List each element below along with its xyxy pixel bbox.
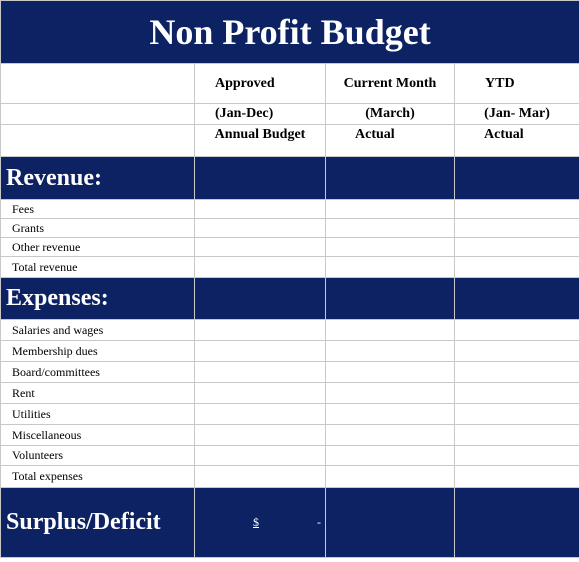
surplus-cell-ytd[interactable] bbox=[455, 488, 579, 558]
page-title: Non Profit Budget bbox=[1, 1, 579, 64]
budget-cell[interactable] bbox=[195, 404, 326, 425]
budget-cell[interactable] bbox=[455, 404, 579, 425]
expenses-cell-annual[interactable] bbox=[195, 278, 326, 320]
expense-item-misc[interactable]: Miscellaneous bbox=[1, 425, 195, 446]
budget-cell[interactable] bbox=[195, 257, 326, 278]
expenses-heading[interactable]: Expenses: bbox=[1, 278, 195, 320]
budget-cell[interactable] bbox=[455, 466, 579, 488]
expense-item-utilities[interactable]: Utilities bbox=[1, 404, 195, 425]
surplus-value: - bbox=[317, 515, 321, 529]
budget-cell[interactable] bbox=[455, 257, 579, 278]
budget-cell[interactable] bbox=[455, 320, 579, 341]
budget-cell[interactable] bbox=[326, 238, 455, 257]
budget-cell[interactable] bbox=[326, 219, 455, 238]
surplus-cell-month[interactable] bbox=[326, 488, 455, 558]
budget-cell[interactable] bbox=[326, 341, 455, 362]
budget-cell[interactable] bbox=[455, 200, 579, 219]
budget-cell[interactable] bbox=[326, 466, 455, 488]
header-actual-ytd[interactable]: Actual bbox=[455, 125, 579, 157]
expenses-cell-ytd[interactable] bbox=[455, 278, 579, 320]
budget-cell[interactable] bbox=[195, 320, 326, 341]
budget-cell[interactable] bbox=[326, 200, 455, 219]
revenue-cell-annual[interactable] bbox=[195, 157, 326, 200]
budget-cell[interactable] bbox=[326, 362, 455, 383]
expense-item-membership[interactable]: Membership dues bbox=[1, 341, 195, 362]
header-period-annual[interactable]: (Jan-Dec) bbox=[195, 104, 326, 125]
budget-cell[interactable] bbox=[455, 425, 579, 446]
header-blank-cell[interactable] bbox=[1, 64, 195, 104]
revenue-cell-ytd[interactable] bbox=[455, 157, 579, 200]
budget-cell[interactable] bbox=[455, 362, 579, 383]
expense-item-salaries[interactable]: Salaries and wages bbox=[1, 320, 195, 341]
revenue-heading[interactable]: Revenue: bbox=[1, 157, 195, 200]
budget-cell[interactable] bbox=[195, 383, 326, 404]
surplus-deficit-label[interactable]: Surplus/Deficit bbox=[1, 488, 195, 558]
budget-cell[interactable] bbox=[195, 466, 326, 488]
revenue-cell-month[interactable] bbox=[326, 157, 455, 200]
budget-cell[interactable] bbox=[455, 238, 579, 257]
budget-cell[interactable] bbox=[195, 200, 326, 219]
budget-cell[interactable] bbox=[455, 383, 579, 404]
expense-item-total[interactable]: Total expenses bbox=[1, 466, 195, 488]
header-period-month[interactable]: (March) bbox=[326, 104, 455, 125]
budget-cell[interactable] bbox=[195, 425, 326, 446]
budget-cell[interactable] bbox=[326, 425, 455, 446]
revenue-item-grants[interactable]: Grants bbox=[1, 219, 195, 238]
budget-cell[interactable] bbox=[455, 446, 579, 466]
revenue-item-fees[interactable]: Fees bbox=[1, 200, 195, 219]
revenue-item-other[interactable]: Other revenue bbox=[1, 238, 195, 257]
expense-item-rent[interactable]: Rent bbox=[1, 383, 195, 404]
header-current-month[interactable]: Current Month bbox=[326, 64, 455, 104]
budget-cell[interactable] bbox=[326, 257, 455, 278]
header-period-ytd[interactable]: (Jan- Mar) bbox=[455, 104, 579, 125]
expense-item-volunteers[interactable]: Volunteers bbox=[1, 446, 195, 466]
budget-cell[interactable] bbox=[326, 404, 455, 425]
budget-cell[interactable] bbox=[326, 383, 455, 404]
header-ytd[interactable]: YTD bbox=[455, 64, 579, 104]
header-blank-cell[interactable] bbox=[1, 125, 195, 157]
expenses-cell-month[interactable] bbox=[326, 278, 455, 320]
budget-cell[interactable] bbox=[326, 320, 455, 341]
header-approved[interactable]: Approved bbox=[195, 64, 326, 104]
budget-cell[interactable] bbox=[195, 362, 326, 383]
budget-cell[interactable] bbox=[195, 446, 326, 466]
header-actual-month[interactable]: Actual bbox=[326, 125, 455, 157]
currency-symbol: $ bbox=[253, 515, 259, 529]
budget-cell[interactable] bbox=[326, 446, 455, 466]
budget-cell[interactable] bbox=[195, 238, 326, 257]
budget-cell[interactable] bbox=[195, 219, 326, 238]
expense-item-board[interactable]: Board/committees bbox=[1, 362, 195, 383]
header-annual-budget[interactable]: Annual Budget bbox=[195, 125, 326, 157]
budget-cell[interactable] bbox=[195, 341, 326, 362]
surplus-deficit-amount[interactable] bbox=[195, 488, 326, 558]
budget-cell[interactable] bbox=[455, 219, 579, 238]
revenue-item-total[interactable]: Total revenue bbox=[1, 257, 195, 278]
budget-cell[interactable] bbox=[455, 341, 579, 362]
header-blank-cell[interactable] bbox=[1, 104, 195, 125]
